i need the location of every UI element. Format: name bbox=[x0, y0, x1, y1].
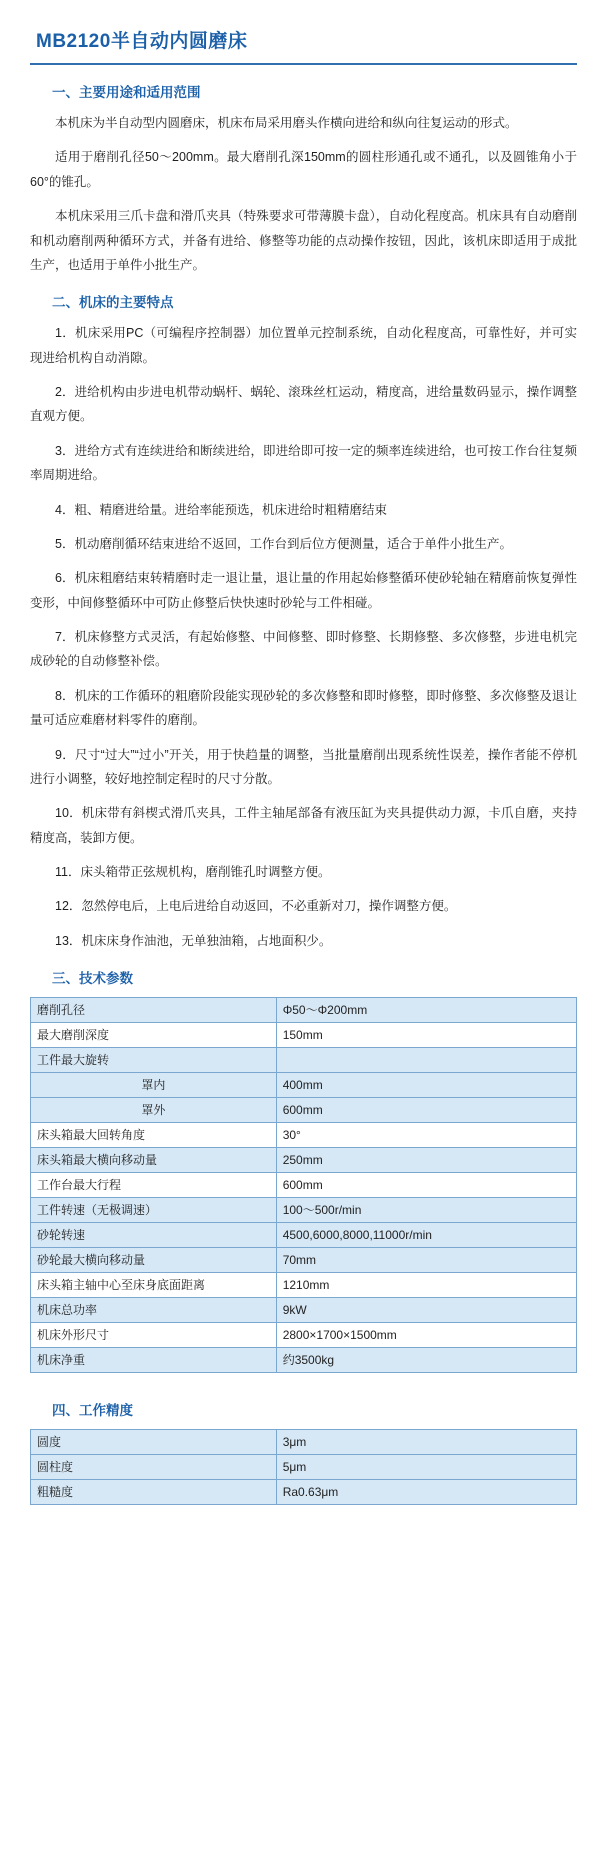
tech-params-table bbox=[30, 997, 577, 1373]
table-cell-value: 约3500kg bbox=[276, 1348, 576, 1373]
paragraph: 11．床头箱带正弦规机构，磨削锥孔时调整方便。 bbox=[55, 865, 331, 879]
table-cell-label: 工件最大旋转 bbox=[31, 1048, 277, 1073]
table-cell-value: Ra0.63μm bbox=[276, 1480, 576, 1505]
page-title: MB2120半自动内圆磨床 bbox=[36, 31, 248, 52]
paragraph: 本机床为半自动型内圆磨床，机床布局采用磨头作横向进给和纵向往复运动的形式。 bbox=[55, 116, 518, 130]
table-row bbox=[31, 1148, 577, 1173]
table-row bbox=[31, 1248, 577, 1273]
table-cell-label: 罩外 bbox=[31, 1098, 277, 1123]
table-cell-label: 床头箱最大回转角度 bbox=[31, 1123, 277, 1148]
table-row bbox=[31, 1298, 577, 1323]
table-cell-value: 30° bbox=[276, 1123, 576, 1148]
table-cell-label: 圆度 bbox=[31, 1430, 277, 1455]
table-row bbox=[31, 1048, 577, 1073]
table-cell-label: 工件转速（无极调速） bbox=[31, 1198, 277, 1223]
section-heading-3: 三、技术参数 bbox=[52, 971, 133, 987]
table-cell-label: 罩内 bbox=[31, 1073, 277, 1098]
table-cell-label: 最大磨削深度 bbox=[31, 1023, 277, 1048]
table-row bbox=[31, 1198, 577, 1223]
table-cell-value: 1210mm bbox=[276, 1273, 576, 1298]
paragraph: 8．机床的工作循环的粗磨阶段能实现砂轮的多次修整和即时修整，即时修整、多次修整及退让量可适应难磨材料零件的磨削。 bbox=[30, 688, 577, 728]
paragraph: 本机床采用三爪卡盘和滑爪夹具（特殊要求可带薄膜卡盘），自动化程度高。机床具有自动磨削和机动磨削两种循环方式，并备有进给、修整等功能的点动操作按钮，因此，该机床即适用于成批生产，也适用于单件小批生产。 bbox=[30, 209, 577, 272]
table-cell-label: 机床净重 bbox=[31, 1348, 277, 1373]
table-row bbox=[31, 998, 577, 1023]
table-cell-label: 砂轮最大横向移动量 bbox=[31, 1248, 277, 1273]
table-cell-label: 工作台最大行程 bbox=[31, 1173, 277, 1198]
section-heading-2: 二、机床的主要特点 bbox=[52, 295, 174, 311]
table-cell-value: 9kW bbox=[276, 1298, 576, 1323]
table-cell-value: 4500,6000,8000,11000r/min bbox=[276, 1223, 576, 1248]
table-row bbox=[31, 1430, 577, 1455]
title-divider bbox=[30, 63, 577, 65]
table-cell-value: 600mm bbox=[276, 1098, 576, 1123]
paragraph: 6．机床粗磨结束转精磨时走一退让量，退让量的作用起始修整循环使砂轮轴在精磨前恢复弹性变形，中间修整循环中可防止修整后快快速时砂轮与工件相碰。 bbox=[30, 571, 577, 610]
paragraph: 适用于磨削孔径50～200mm。最大磨削孔深150mm的圆柱形通孔或不通孔，以及圆锥角小于60°的锥孔。 bbox=[30, 150, 577, 189]
table-cell-value: 3μm bbox=[276, 1430, 576, 1455]
table-cell-label: 机床总功率 bbox=[31, 1298, 277, 1323]
table-row bbox=[31, 1123, 577, 1148]
table-cell-label: 机床外形尺寸 bbox=[31, 1323, 277, 1348]
paragraph: 2．进给机构由步进电机带动蜗杆、蜗轮、滚珠丝杠运动，精度高，进给量数码显示，操作调整直观方便。 bbox=[30, 385, 577, 424]
table-cell-label: 粗糙度 bbox=[31, 1480, 277, 1505]
table-cell-value: 5μm bbox=[276, 1455, 576, 1480]
table-cell-label: 床头箱主轴中心至床身底面距离 bbox=[31, 1273, 277, 1298]
table-row bbox=[31, 1480, 577, 1505]
table-cell-value: 2800×1700×1500mm bbox=[276, 1323, 576, 1348]
table-row bbox=[31, 1223, 577, 1248]
paragraph: 4．粗、精磨进给量。进给率能预选，机床进给时粗精磨结束 bbox=[55, 502, 387, 517]
table-row bbox=[31, 1023, 577, 1048]
table-cell-label: 圆柱度 bbox=[31, 1455, 277, 1480]
table-row bbox=[31, 1098, 577, 1123]
paragraph: 3．进给方式有连续进给和断续进给，即进给即可按一定的频率连续进给，也可按工作台往复频率周期进给。 bbox=[30, 443, 577, 483]
table-cell-value: Φ50～Φ200mm bbox=[276, 998, 576, 1023]
table-row bbox=[31, 1173, 577, 1198]
paragraph: 13．机床床身作油池，无单独油箱，占地面积少。 bbox=[55, 933, 332, 948]
table-row bbox=[31, 1348, 577, 1373]
paragraph: 12．忽然停电后，上电后进给自动返回，不必重新对刀，操作调整方便。 bbox=[55, 899, 457, 914]
table-cell-value: 150mm bbox=[276, 1023, 576, 1048]
table-row bbox=[31, 1273, 577, 1298]
paragraph: 10．机床带有斜楔式滑爪夹具，工件主轴尾部备有液压缸为夹具提供动力源，卡爪自磨，夹持精度高，装卸方便。 bbox=[30, 806, 577, 845]
accuracy-table bbox=[30, 1429, 577, 1505]
table-row bbox=[31, 1323, 577, 1348]
table-cell-value: 100～500r/min bbox=[276, 1198, 576, 1223]
paragraph: 5．机动磨削循环结束进给不返回，工作台到后位方便测量，适合于单件小批生产。 bbox=[55, 536, 512, 551]
paragraph: 9．尺寸“过大”“过小”开关，用于快趋量的调整，当批量磨削出现系统性误差，操作者能不停机进行小调整，较好地控制定程时的尺寸分散。 bbox=[30, 747, 577, 786]
paragraph: 7．机床修整方式灵活，有起始修整、中间修整、即时修整、长期修整、多次修整，步进电机完成砂轮的自动修整补偿。 bbox=[30, 630, 577, 669]
table-cell-label: 床头箱最大横向移动量 bbox=[31, 1148, 277, 1173]
section-heading-1: 一、主要用途和适用范围 bbox=[52, 85, 201, 100]
table-cell-label: 砂轮转速 bbox=[31, 1223, 277, 1248]
table-row bbox=[31, 1073, 577, 1098]
section-heading-4: 四、工作精度 bbox=[52, 1403, 133, 1419]
table-cell-value bbox=[276, 1048, 576, 1073]
paragraph: 1．机床采用PC（可编程序控制器）加位置单元控制系统，自动化程度高，可靠性好，并可实现进给机构自动消隙。 bbox=[30, 326, 577, 365]
table-cell-value: 400mm bbox=[276, 1073, 576, 1098]
table-row bbox=[31, 1455, 577, 1480]
table-cell-value: 70mm bbox=[276, 1248, 576, 1273]
table-cell-value: 250mm bbox=[276, 1148, 576, 1173]
table-cell-label: 磨削孔径 bbox=[31, 998, 277, 1023]
table-cell-value: 600mm bbox=[276, 1173, 576, 1198]
